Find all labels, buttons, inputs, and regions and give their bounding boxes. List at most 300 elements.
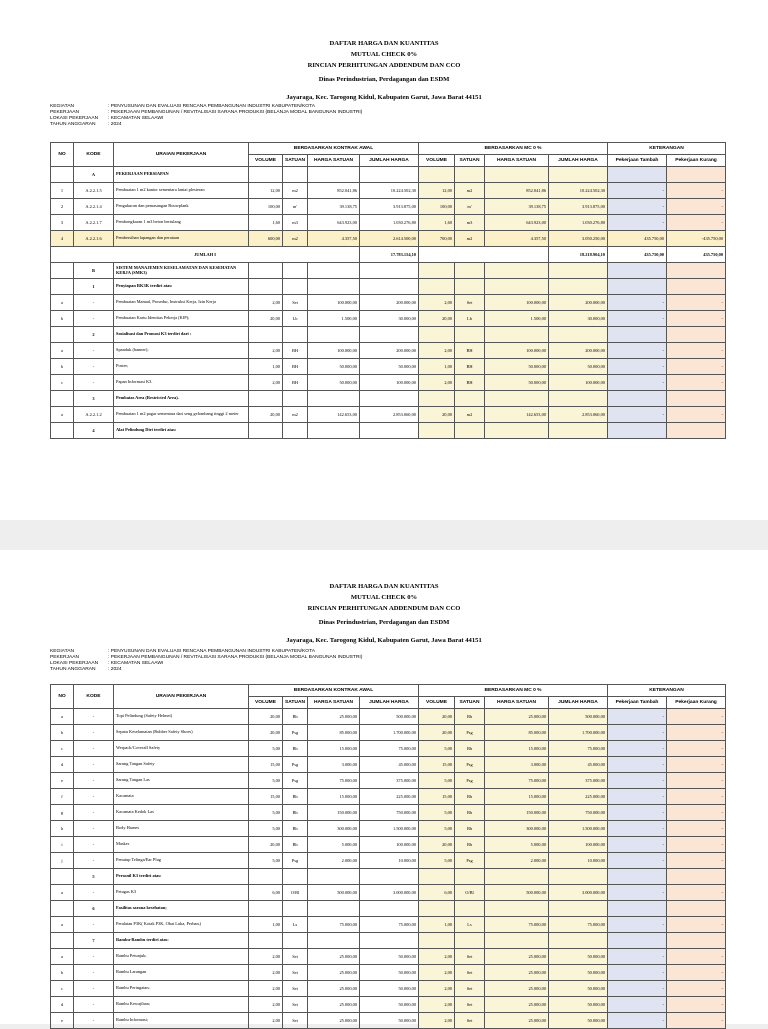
empty-mc-cell xyxy=(549,279,608,295)
row-satuan: Psg xyxy=(283,773,308,789)
project-info xyxy=(50,650,362,674)
row-harga-satuan: 852.041,86 xyxy=(308,183,360,199)
row-satuan: BH xyxy=(283,375,308,391)
row-mc-harga-satuan: 100.000,00 xyxy=(485,343,549,359)
row-volume: 20,00 xyxy=(249,407,283,423)
row-tambah: - xyxy=(608,183,667,199)
row-harga-satuan: 3.000,00 xyxy=(308,757,360,773)
info-label: LOKASI PEKERJAAN xyxy=(50,661,99,666)
row-tambah: - xyxy=(608,917,667,933)
row-mc-jumlah-harga: 1.500.000,00 xyxy=(549,821,608,837)
row-no: b xyxy=(51,359,74,375)
title-line-2: MUTUAL CHECK 0% xyxy=(350,51,418,58)
row-kode: A.2.2.1.6 xyxy=(74,231,114,247)
empty-cell xyxy=(283,391,308,407)
row-uraian: SISTEM MANAJEMEN KESELAMATAN DAN KESEHATAN KERJA (SMK3) xyxy=(114,263,249,279)
empty-mc-cell xyxy=(419,167,455,183)
row-uraian: Sarung Tangan Safety xyxy=(114,757,249,773)
table-header xyxy=(51,685,726,709)
row-no: 2 xyxy=(51,199,74,215)
row-no: a xyxy=(51,407,74,423)
col-mc-jumlah-harga: JUMLAH HARGA xyxy=(549,697,608,709)
empty-kurang-cell xyxy=(667,933,726,949)
row-tambah: - xyxy=(608,981,667,997)
row-mc-harga-satuan: 142.653,00 xyxy=(485,407,549,423)
info-label: KEGIATAN xyxy=(50,104,75,109)
empty-cell xyxy=(308,263,360,279)
col-mc-satuan: SATUAN xyxy=(455,155,485,167)
col-kode: KODE xyxy=(74,685,114,709)
empty-mc-cell xyxy=(549,167,608,183)
subtotal-gap xyxy=(419,247,549,263)
item-row xyxy=(51,359,726,375)
row-mc-satuan: Psg xyxy=(455,773,485,789)
row-satuan: Psg xyxy=(283,725,308,741)
row-kurang: - xyxy=(667,821,726,837)
price-table-page-2 xyxy=(50,684,726,1029)
title-line-1: DAFTAR HARGA DAN KUANTITAS xyxy=(329,40,439,47)
row-no: d xyxy=(51,997,74,1013)
row-kurang: - xyxy=(667,949,726,965)
row-satuan: m2 xyxy=(283,183,308,199)
empty-mc-cell xyxy=(485,263,549,279)
item-row xyxy=(51,215,726,231)
row-kurang: - xyxy=(667,359,726,375)
row-satuan: Bh xyxy=(283,741,308,757)
empty-mc-cell xyxy=(549,933,608,949)
empty-kurang-cell xyxy=(667,263,726,279)
row-mc-jumlah-harga: 50.000,00 xyxy=(549,949,608,965)
row-kurang: - xyxy=(667,407,726,423)
row-mc-volume: 2,00 xyxy=(419,997,455,1013)
empty-mc-cell xyxy=(455,391,485,407)
row-kode: A.2.2.1.2 xyxy=(74,407,114,423)
col-jumlah-harga: JUMLAH HARGA xyxy=(360,697,419,709)
row-jumlah-harga: 3.000.000,00 xyxy=(360,885,419,901)
row-tambah: - xyxy=(608,965,667,981)
row-mc-harga-satuan: 100.000,00 xyxy=(485,295,549,311)
subtotal-mc-jumlah: 18.218.904,10 xyxy=(549,247,608,263)
row-harga-satuan: 75.000,00 xyxy=(308,773,360,789)
row-mc-harga-satuan: 150.000,00 xyxy=(485,805,549,821)
row-jumlah-harga: 1.500.000,00 xyxy=(360,821,419,837)
item-row xyxy=(51,343,726,359)
row-harga-satuan: 25.000,00 xyxy=(308,981,360,997)
row-mc-harga-satuan: 50.000,00 xyxy=(485,359,549,375)
row-kode: 5 xyxy=(74,869,114,885)
row-kurang: - xyxy=(667,199,726,215)
row-no: a xyxy=(51,949,74,965)
row-kurang: - xyxy=(667,805,726,821)
empty-kurang-cell xyxy=(667,279,726,295)
row-tambah: - xyxy=(608,311,667,327)
empty-tambah-cell xyxy=(608,869,667,885)
row-mc-volume: 12,00 xyxy=(419,183,455,199)
empty-cell xyxy=(308,327,360,343)
item-row xyxy=(51,965,726,981)
item-row xyxy=(51,997,726,1013)
row-mc-satuan: m2 xyxy=(455,183,485,199)
row-mc-jumlah-harga: 2.853.060,00 xyxy=(549,407,608,423)
row-satuan: Bh xyxy=(283,821,308,837)
agency-address: Jayaraga, Kec. Tarogong Kidul, Kabupaten Garut, Jawa Barat 44151 xyxy=(286,637,482,644)
empty-mc-cell xyxy=(455,869,485,885)
info-label: PEKERJAAN xyxy=(50,110,80,115)
row-no: a xyxy=(51,343,74,359)
empty-cell xyxy=(249,869,283,885)
row-uraian: Papan Informasi K3. xyxy=(114,375,249,391)
item-row xyxy=(51,231,726,247)
item-row xyxy=(51,821,726,837)
empty-mc-cell xyxy=(549,901,608,917)
document-title-block xyxy=(0,41,768,102)
row-mc-satuan: Set xyxy=(455,965,485,981)
section-row xyxy=(51,391,726,407)
row-mc-jumlah-harga: 75.000,00 xyxy=(549,917,608,933)
row-mc-satuan: Bh xyxy=(455,837,485,853)
row-satuan: m3 xyxy=(283,215,308,231)
item-row xyxy=(51,773,726,789)
empty-tambah-cell xyxy=(608,933,667,949)
item-row xyxy=(51,311,726,327)
row-mc-jumlah-harga: 500.000,00 xyxy=(549,709,608,725)
row-mc-satuan: O/Bl xyxy=(455,885,485,901)
col-mc-jumlah-harga: JUMLAH HARGA xyxy=(549,155,608,167)
row-tambah: - xyxy=(608,215,667,231)
row-jumlah-harga: 2.853.060,00 xyxy=(360,407,419,423)
row-no xyxy=(51,423,74,439)
row-jumlah-harga: 50.000,00 xyxy=(360,359,419,375)
empty-mc-cell xyxy=(549,869,608,885)
info-value: : PEKERJAAN PEMBANGUNAN / REVITALISASI SARANA PRODUKSI (BELANJA MODAL BANGUNAN INDUSTRI) xyxy=(108,110,363,115)
row-mc-harga-satuan: 3.000,00 xyxy=(485,757,549,773)
row-kode: B xyxy=(74,263,114,279)
row-mc-satuan: BH xyxy=(455,343,485,359)
row-mc-volume: 100,00 xyxy=(419,199,455,215)
row-no: a xyxy=(51,917,74,933)
row-no: c xyxy=(51,741,74,757)
row-harga-satuan: 100.000,00 xyxy=(308,295,360,311)
empty-mc-cell xyxy=(485,423,549,439)
row-mc-harga-satuan: 25.000,00 xyxy=(485,709,549,725)
row-satuan: Set xyxy=(283,1013,308,1029)
empty-cell xyxy=(360,279,419,295)
row-no xyxy=(51,167,74,183)
col-mc-satuan: SATUAN xyxy=(455,697,485,709)
row-mc-harga-satuan: 85.000,00 xyxy=(485,725,549,741)
row-mc-volume: 1,00 xyxy=(419,917,455,933)
row-harga-satuan: 500.000,00 xyxy=(308,885,360,901)
row-mc-volume: 700,00 xyxy=(419,231,455,247)
section-row xyxy=(51,279,726,295)
row-satuan: m2 xyxy=(283,231,308,247)
empty-cell xyxy=(308,869,360,885)
section-row xyxy=(51,327,726,343)
row-mc-harga-satuan: 50.000,00 xyxy=(485,375,549,391)
info-value: : 2024 xyxy=(108,122,122,127)
row-uraian: Rambu Petunjuk; xyxy=(114,949,249,965)
row-mc-satuan: BH xyxy=(455,359,485,375)
row-mc-satuan: m2 xyxy=(455,407,485,423)
row-jumlah-harga: 10.000,00 xyxy=(360,853,419,869)
row-tambah: - xyxy=(608,741,667,757)
row-no xyxy=(51,869,74,885)
row-uraian: Spanduk (banner); xyxy=(114,343,249,359)
row-harga-satuan: 25.000,00 xyxy=(308,709,360,725)
empty-mc-cell xyxy=(419,391,455,407)
empty-cell xyxy=(283,933,308,949)
row-kurang: -435.750,00 xyxy=(667,231,726,247)
row-kode: - xyxy=(74,949,114,965)
row-mc-jumlah-harga: 45.000,00 xyxy=(549,757,608,773)
row-mc-satuan: Psg xyxy=(455,853,485,869)
row-mc-harga-satuan: 25.000,00 xyxy=(485,1013,549,1029)
row-volume: 15,00 xyxy=(249,757,283,773)
row-volume: 12,00 xyxy=(249,183,283,199)
empty-kurang-cell xyxy=(667,167,726,183)
row-uraian: Rambu Kewajiban; xyxy=(114,997,249,1013)
row-no: e xyxy=(51,773,74,789)
item-row xyxy=(51,853,726,869)
row-uraian: Rambu Larangan xyxy=(114,965,249,981)
row-uraian: Pembuatan 1 m2 kantor sementara lantai plesteran xyxy=(114,183,249,199)
row-mc-satuan: Bh xyxy=(455,821,485,837)
row-mc-jumlah-harga: 750.000,00 xyxy=(549,805,608,821)
row-no: 4 xyxy=(51,231,74,247)
title-line-3: RINCIAN PERHITUNGAN ADDENDUM DAN CCO xyxy=(307,605,461,612)
row-no: 3 xyxy=(51,215,74,231)
item-row xyxy=(51,709,726,725)
title-line-1: DAFTAR HARGA DAN KUANTITAS xyxy=(329,583,439,590)
row-mc-volume: 1,60 xyxy=(419,215,455,231)
row-no: e xyxy=(51,1013,74,1029)
row-no xyxy=(51,933,74,949)
row-kode: A.2.2.1.5 xyxy=(74,183,114,199)
row-tambah: - xyxy=(608,885,667,901)
row-uraian: Pembongkaran 1 m3 beton bertulang xyxy=(114,215,249,231)
row-mc-jumlah-harga: 200.000,00 xyxy=(549,343,608,359)
row-mc-satuan: m2 xyxy=(455,231,485,247)
row-mc-satuan: Set xyxy=(455,949,485,965)
row-no xyxy=(51,901,74,917)
empty-kurang-cell xyxy=(667,423,726,439)
row-uraian: PEKERJAAN PERSIAPAN xyxy=(114,167,249,183)
row-uraian: Masker xyxy=(114,837,249,853)
table-body-page-2 xyxy=(51,709,726,1029)
empty-cell xyxy=(249,423,283,439)
col-uraian: URAIAN PEKERJAAN xyxy=(114,685,249,709)
row-satuan: BH xyxy=(283,343,308,359)
row-mc-harga-satuan: 852.041,86 xyxy=(485,183,549,199)
empty-mc-cell xyxy=(419,901,455,917)
row-uraian: Sosialisasi dan Promosi K3 terdiri dari : xyxy=(114,327,249,343)
row-mc-jumlah-harga: 50.000,00 xyxy=(549,981,608,997)
row-kode: - xyxy=(74,837,114,853)
row-jumlah-harga: 50.000,00 xyxy=(360,1013,419,1029)
row-tambah: - xyxy=(608,709,667,725)
row-harga-satuan: 1.500,00 xyxy=(308,311,360,327)
project-info xyxy=(50,105,362,129)
table-body-page-1 xyxy=(51,167,726,439)
empty-mc-cell xyxy=(455,263,485,279)
row-mc-jumlah-harga: 200.000,00 xyxy=(549,295,608,311)
empty-tambah-cell xyxy=(608,423,667,439)
group-kontrak-awal: BERDASARKAN KONTRAK AWAL xyxy=(249,685,419,697)
row-jumlah-harga: 100.000,00 xyxy=(360,837,419,853)
empty-tambah-cell xyxy=(608,263,667,279)
row-mc-volume: 2,00 xyxy=(419,375,455,391)
row-tambah: - xyxy=(608,1013,667,1029)
row-volume: 2,00 xyxy=(249,1013,283,1029)
subtotal-kurang: 435.750,00 xyxy=(667,247,726,263)
empty-cell xyxy=(308,391,360,407)
row-jumlah-harga: 2.614.500,00 xyxy=(360,231,419,247)
row-mc-harga-satuan: 25.000,00 xyxy=(485,981,549,997)
row-satuan: Bh xyxy=(283,709,308,725)
row-harga-satuan: 100.000,00 xyxy=(308,343,360,359)
empty-cell xyxy=(283,901,308,917)
row-no xyxy=(51,279,74,295)
row-kode: - xyxy=(74,917,114,933)
row-harga-satuan: 39.138,75 xyxy=(308,199,360,215)
row-tambah: - xyxy=(608,295,667,311)
row-mc-volume: 20,00 xyxy=(419,407,455,423)
empty-cell xyxy=(360,933,419,949)
row-kurang: - xyxy=(667,965,726,981)
empty-mc-cell xyxy=(419,423,455,439)
empty-cell xyxy=(308,167,360,183)
row-volume: 20,00 xyxy=(249,709,283,725)
row-tambah: - xyxy=(608,805,667,821)
row-satuan: Set xyxy=(283,997,308,1013)
row-satuan: Lb xyxy=(283,311,308,327)
row-mc-satuan: Bh xyxy=(455,805,485,821)
item-row xyxy=(51,917,726,933)
row-mc-satuan: BH xyxy=(455,375,485,391)
row-mc-volume: 5,00 xyxy=(419,853,455,869)
item-row xyxy=(51,183,726,199)
row-kurang: - xyxy=(667,311,726,327)
row-jumlah-harga: 45.000,00 xyxy=(360,757,419,773)
col-mc-volume: VOLUME xyxy=(419,697,455,709)
row-mc-volume: 6,00 xyxy=(419,885,455,901)
info-value: : PENYUSUNAN DAN EVALUASI RENCANA PEMBANGUNAN INDUSTRI KABUPATEN/KOTA xyxy=(108,649,315,654)
empty-cell xyxy=(360,263,419,279)
subtotal-tambah: 435.750,00 xyxy=(608,247,667,263)
row-jumlah-harga: 30.000,00 xyxy=(360,311,419,327)
empty-mc-cell xyxy=(419,279,455,295)
row-kode: - xyxy=(74,359,114,375)
col-no: NO xyxy=(51,143,74,167)
row-volume: 20,00 xyxy=(249,311,283,327)
section-row xyxy=(51,869,726,885)
row-mc-volume: 20,00 xyxy=(419,837,455,853)
empty-mc-cell xyxy=(419,327,455,343)
row-uraian: Pembuatan 1 m2 pagar sementara dari seng gelombang tinggi 2 meter xyxy=(114,407,249,423)
col-satuan: SATUAN xyxy=(283,155,308,167)
item-row xyxy=(51,295,726,311)
row-tambah: - xyxy=(608,997,667,1013)
col-volume: VOLUME xyxy=(249,155,283,167)
table-header xyxy=(51,143,726,167)
item-row xyxy=(51,407,726,423)
item-row xyxy=(51,757,726,773)
row-kode: A.2.2.1.7 xyxy=(74,215,114,231)
row-kode: - xyxy=(74,821,114,837)
item-row xyxy=(51,375,726,391)
row-mc-satuan: Set xyxy=(455,997,485,1013)
col-mc-volume: VOLUME xyxy=(419,155,455,167)
row-satuan: Bh xyxy=(283,789,308,805)
row-kode: - xyxy=(74,375,114,391)
row-harga-satuan: 300.000,00 xyxy=(308,821,360,837)
empty-cell xyxy=(283,327,308,343)
row-tambah: - xyxy=(608,375,667,391)
empty-tambah-cell xyxy=(608,901,667,917)
empty-cell xyxy=(249,279,283,295)
section-row xyxy=(51,901,726,917)
item-row xyxy=(51,1013,726,1029)
row-kode: - xyxy=(74,757,114,773)
row-tambah: - xyxy=(608,949,667,965)
row-volume: 5,00 xyxy=(249,853,283,869)
row-no: b xyxy=(51,965,74,981)
row-uraian: Pembuatan Manual, Prosedur, Instruksi Kerja, Izin Kerja xyxy=(114,295,249,311)
row-tambah: - xyxy=(608,359,667,375)
col-satuan: SATUAN xyxy=(283,697,308,709)
row-mc-satuan: Psg xyxy=(455,757,485,773)
row-kode: - xyxy=(74,295,114,311)
row-volume: 5,00 xyxy=(249,773,283,789)
row-volume: 2,00 xyxy=(249,965,283,981)
row-harga-satuan: 25.000,00 xyxy=(308,1013,360,1029)
row-kode: - xyxy=(74,981,114,997)
row-mc-jumlah-harga: 1.700.000,00 xyxy=(549,725,608,741)
empty-mc-cell xyxy=(455,901,485,917)
group-kontrak-awal: BERDASARKAN KONTRAK AWAL xyxy=(249,143,419,155)
row-tambah: - xyxy=(608,821,667,837)
row-mc-volume: 15,00 xyxy=(419,757,455,773)
row-jumlah-harga: 375.000,00 xyxy=(360,773,419,789)
col-mc-harga-satuan: HARGA SATUAN xyxy=(485,155,549,167)
row-jumlah-harga: 225.000,00 xyxy=(360,789,419,805)
row-mc-satuan: Ls xyxy=(455,917,485,933)
item-row xyxy=(51,837,726,853)
empty-kurang-cell xyxy=(667,391,726,407)
empty-mc-cell xyxy=(455,279,485,295)
row-uraian: Werpack/Coverall Safety xyxy=(114,741,249,757)
empty-tambah-cell xyxy=(608,391,667,407)
subtotal-row xyxy=(51,247,726,263)
row-tambah: - xyxy=(608,773,667,789)
row-mc-jumlah-harga: 50.000,00 xyxy=(549,965,608,981)
row-no: b xyxy=(51,725,74,741)
col-mc-harga-satuan: HARGA SATUAN xyxy=(485,697,549,709)
row-harga-satuan: 15.000,00 xyxy=(308,789,360,805)
row-volume: 1,60 xyxy=(249,215,283,231)
title-line-2: MUTUAL CHECK 0% xyxy=(350,594,418,601)
empty-mc-cell xyxy=(455,423,485,439)
row-mc-jumlah-harga: 75.000,00 xyxy=(549,741,608,757)
row-kode: 1 xyxy=(74,279,114,295)
item-row xyxy=(51,741,726,757)
row-jumlah-harga: 750.000,00 xyxy=(360,805,419,821)
empty-cell xyxy=(308,423,360,439)
info-value: : PENYUSUNAN DAN EVALUASI RENCANA PEMBANGUNAN INDUSTRI KABUPATEN/KOTA xyxy=(108,104,315,109)
row-mc-satuan: Lb xyxy=(455,311,485,327)
row-kode: - xyxy=(74,885,114,901)
row-no: g xyxy=(51,805,74,821)
